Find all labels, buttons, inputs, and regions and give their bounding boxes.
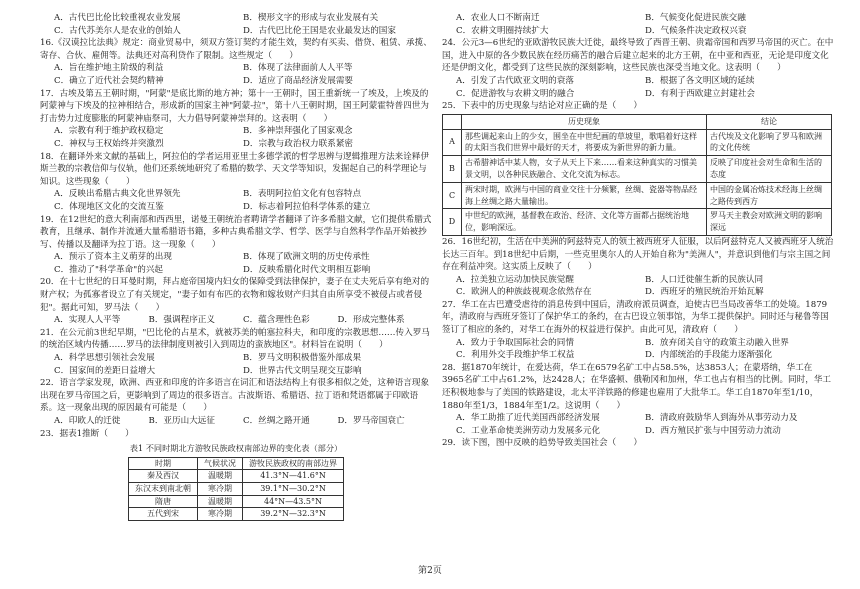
option: B．表明阿拉伯文化有包容特点 <box>243 189 362 200</box>
option-key: C <box>443 182 462 209</box>
q23-options <box>442 12 834 37</box>
table1-caption: 表1 不同时期北方游牧民族政权南部边界的变化表（部分） <box>129 443 343 454</box>
option: B．楔形文字的形成与农业发展有关 <box>243 13 379 23</box>
option: D．有利于西欧建立封建社会 <box>645 88 756 99</box>
question-26: 26．16世纪初，生活在中美洲的阿兹特克人的领土被西班牙人征服，以后阿兹特克人又被西班牙人统治长达三百年。到18世纪中后期，一些克里奥尔人的人开始自称为"美洲人"，并意识到他们与宗主国之间存在利益冲突。这实质上反映了（ ） <box>442 236 834 273</box>
table-row <box>443 182 832 209</box>
question-29: 29．读下图，图中反映的趋势导致美国社会（ ） <box>442 438 642 449</box>
option-key: D <box>443 209 462 236</box>
option: B．清政府鼓励华人到海外从事劳动力及 <box>645 413 798 424</box>
table-header-cell: 时期 <box>129 457 198 470</box>
question-16: 16.《汉谟拉比法典》规定：商业贸易中，须双方签订契约才能生效，契约有买卖、借贷、租赁、承揽、寄存、合伙、雇佣等。法典还对高利贷作了限制。这些规定（ ） <box>40 38 432 61</box>
q15-options <box>40 12 432 37</box>
option: D．标志着阿拉伯科学体系的建立 <box>243 201 371 212</box>
question-24: 24．公元3—6世纪的亚欧游牧民族大迁徙，最终导致了西晋王朝、贵霜帝国和西罗马帝国的灭亡。在中国，进入中原的各少数民族在经历痛苦的融合后建立起来的北方王朝，在中亚和西亚，无论是印度文化还是伊朗文化，都受到了这些民族的深刻影响，这些民族也深受当地文化。这表明（ ） <box>442 38 834 74</box>
table-header-cell: 结论 <box>707 114 832 129</box>
option: D．古代巴比伦王国是农业最发达的国家 <box>243 25 396 36</box>
option: A．华工助推了近代美国西部经济发展 <box>456 413 600 424</box>
left-column <box>40 12 432 521</box>
q26-options <box>442 274 834 299</box>
table-cell: 秦及西汉 <box>129 470 198 483</box>
phenomenon-cell: 中世纪的欧洲，基督教在政治、经济、文化等方面都占据统治地位，影响深远。 <box>462 209 707 236</box>
table-header-row <box>129 457 344 470</box>
climate-border-table <box>128 457 344 521</box>
option: A．拉美独立运动加快民族觉醒 <box>456 274 574 285</box>
table-row <box>443 156 832 183</box>
option: A．预示了资本主义萌芽的出现 <box>54 252 172 263</box>
question-18: 18．在翻译外来文献的基础上，阿拉伯的学者运用亚里士多德学派的哲学思辨与逻辑推理方法来诠释伊斯兰教的宗教信仰与仪轨，他们还系统地研究了希腊的数学、天文学等知识，发掘起自己的科学理论与知识。这些现象（ ） <box>40 151 430 187</box>
option: B．亚历山大远征 <box>148 416 215 426</box>
option: C．农耕文明圈持续扩大 <box>456 25 549 36</box>
option: B．强调程序正义 <box>148 315 215 326</box>
table-row <box>129 482 344 495</box>
phenomenon-cell: 古希腊神话中某人物，女子从天上下来……看来这种真实的习惯美景文明，以各种民族融合、文化交流为标志。 <box>462 156 707 183</box>
table-header-row <box>443 114 832 129</box>
option: B．多神崇拜强化了国家观念 <box>243 126 353 137</box>
table-row <box>443 129 832 156</box>
option: C．古代苏美尔人是农业的创始人 <box>54 25 181 36</box>
table-cell: 温暖期 <box>198 470 243 483</box>
table-cell: 寒冷期 <box>198 508 243 521</box>
question-19: 19．在12世纪的意大利南部和西西里，诺曼王朝统治者聘请学者翻译了许多希腊文献，它们提供希腊式教育，且继承、制作并流通大量希腊语书籍，多种古典希腊文学、哲学、医学与自然科学作品开始被抄写、传播以及翻译为拉丁语。这一现象（ ） <box>40 214 432 250</box>
option: B．体现了欧洲文明的历史传承性 <box>243 252 370 263</box>
question-20: 20．在十七世纪的日耳曼时期，拜占庭帝国境内妇女的保障受到法律保护，妻子在丈夫死后享有绝对的财产权；为孤寡者设立了有关规定，"妻子如有布匹的衣物和嫁妆财产归其自由所享受不被侵占或者侵犯"。据此可知，罗马法（ ） <box>40 277 430 313</box>
option: B．人口迁徙催生新的民族认同 <box>645 274 764 285</box>
option: C．欧洲人的种族歧视观念依然存在 <box>456 287 592 298</box>
option: C．推动了"科学革命"的兴起 <box>54 264 164 275</box>
table-row <box>443 209 832 236</box>
q21-options <box>40 352 432 377</box>
option: A．致力于争取国际社会的同情 <box>456 337 574 348</box>
conclusion-cell: 反映了印度社会对生命和生活的态度 <box>707 156 832 183</box>
question-22: 22．语言学家发现，欧洲、西亚和印度的许多语言在词汇和语法结构上有很多相似之处，这种语言现象出现在罗马帝国之后，更影响到了周边的很多语言。古波斯语、希腊语、拉丁语和梵语都属于印欧语系。这一现象出现的原因最有可能是（ ） <box>40 378 430 414</box>
question-17: 17．古埃及第五王朝时期，"阿蒙"是底比斯的地方神；第十一王朝时，国王重新统一了埃及，上埃及的阿蒙神与下埃及的拉神相结合，形成新的国家主神"阿蒙-拉"，第十八王朝时期，国王阿蒙霍特普四世为打击势力过度膨胀的阿蒙神庙祭司，大力倡导阿蒙神崇拜的。这表明（ ） <box>40 88 429 124</box>
table-cell: 隋唐 <box>129 495 198 508</box>
question-27: 27．华工在古巴遭受虐待的消息传到中国后，清政府派员调查，迫使古巴当局改善华工的处境。1879年，清政府与西班牙签订了保护华工的条约，在古巴设立领事馆，为华工提供保护。同时还与秘鲁等国签订了相应的条约，对华工在海外的权益进行保护。由此可见，清政府（ ） <box>442 299 829 336</box>
option: D．气候条件决定政权兴衰 <box>645 25 747 36</box>
table-header-cell <box>443 114 462 129</box>
option: C．确立了近代社会契约精神 <box>54 75 164 86</box>
option: D．形成完整体系 <box>337 315 405 326</box>
table-cell: 五代到宋 <box>129 508 198 521</box>
conclusion-cell: 中国的金属冶炼技术经海上丝绸之路传到西方 <box>707 182 832 209</box>
option: C．神权与王权始终并突激烈 <box>54 138 164 149</box>
table-header-cell: 游牧民族政权的南部边界 <box>243 457 344 470</box>
table-cell: 39.1°N—30.2°N <box>243 482 344 495</box>
option: D．世界古代文明呈现交互影响 <box>243 365 362 376</box>
option: C．工业革命使美洲劳动力发展多元化 <box>456 425 601 436</box>
option: A．实现人人平等 <box>54 315 121 326</box>
q22-options <box>40 415 432 428</box>
q24-options <box>442 75 834 100</box>
table-row <box>129 495 344 508</box>
option-key: B <box>443 156 462 183</box>
option: C．利用外交手段维护华工权益 <box>456 350 575 361</box>
right-column <box>442 12 834 450</box>
option: B．罗马文明积极借鉴外部成果 <box>243 353 362 364</box>
q16-options <box>40 62 432 87</box>
option: C．国家间的差距日益增大 <box>54 365 156 376</box>
option: D．西方殖民扩张与中国劳动力流动 <box>645 425 781 436</box>
option: A．反映出希腊古典文化世界领先 <box>54 189 181 200</box>
option-key: A <box>443 129 462 156</box>
option: A．旨在维护地主阶级的利益 <box>54 63 164 74</box>
option: D．适应了商品经济发展需要 <box>243 75 354 86</box>
question-28: 28．据1870年统计，在爱达荷，华工在6579名矿工中占58.5%，达3853人；在蒙塔纳，华工在3965名矿工中占61.2%，达2428人；在华盛顿、俄勒冈和加州，华工也占有相当的比例。同时，华工还积极地参与了美国的铁路建设，北太平洋铁路的修建也雇用了大批华工。华工自1870年至1/10，1880年至1/3，1884年至1/2。这说明（ ） <box>442 362 832 411</box>
phenomenon-cell: 那些调起来山上的少女，围坐在中世纪画的草坡里，歌唱着好这样的太阳当我们世界中最好的天才，将要成为新世界的新力量。 <box>462 129 707 156</box>
option: C．促进游牧与农耕文明的融合 <box>456 88 575 99</box>
table-cell: 39.2°N—32.3°N <box>243 508 344 521</box>
conclusion-cell: 罗马天主教会对欧洲文明的影响深远 <box>707 209 832 236</box>
option: C．蕴含理性色彩 <box>243 315 310 326</box>
option: A．印欧人的迁徙 <box>54 416 121 426</box>
table-row <box>129 470 344 483</box>
option: D．内部统治的手段能力逐渐强化 <box>645 350 773 361</box>
q17-options <box>40 125 432 150</box>
page-number: 第2页 <box>418 566 442 576</box>
table-cell: 寒冷期 <box>198 482 243 495</box>
question-23: 23．据表1推断（ ） <box>40 428 134 439</box>
option: B．根据了各文明区域的延续 <box>645 75 755 86</box>
table-cell: 温暖期 <box>198 495 243 508</box>
option: D．反映希腊化时代文明相互影响 <box>243 264 371 275</box>
conclusion-cell: 古代埃及文化影响了罗马和欧洲的文化传统 <box>707 129 832 156</box>
option: C．丝绸之路开通 <box>243 416 310 426</box>
option: B．放弃闭关自守的政策主动融入世界 <box>645 337 789 348</box>
option: D．罗马帝国衰亡 <box>337 416 405 426</box>
option: A．引发了古代欧亚文明的衰落 <box>456 75 574 86</box>
option: D．宗教与政治权力联系紧密 <box>243 138 354 149</box>
option: A．古代巴比伦比较重视农业发展 <box>54 13 181 23</box>
option: A．科学思想引领社会发展 <box>54 353 155 364</box>
q18-options <box>40 188 432 213</box>
q28-options <box>442 412 834 437</box>
table-row <box>129 508 344 521</box>
table-cell: 东汉末到南北朝 <box>129 482 198 495</box>
q27-options <box>442 337 834 362</box>
option: C．体现地区文化的交流互鉴 <box>54 201 164 212</box>
option: A．农业人口不断南迁 <box>456 13 540 23</box>
option: B．气候变化促进民族交融 <box>645 13 746 23</box>
table-header-cell: 历史现象 <box>462 114 707 129</box>
option: A．宗教有利于维护政权稳定 <box>54 126 164 137</box>
option: D．西班牙的殖民统治开始瓦解 <box>645 287 764 298</box>
table-cell: 41.3°N—41.6°N <box>243 470 344 483</box>
q20-options <box>40 314 432 327</box>
table-cell: 44°N—43.5°N <box>243 495 344 508</box>
question-21: 21．在公元前3世纪早期，"巴比伦的占星术，就被苏美的帕塞拉科夫，和印度的宗教思想……传入罗马的统治区域内传播……罗马的法律制度则被引入到周边的蛮族地区"。材料旨在说明（ ） <box>40 327 430 351</box>
phenomenon-cell: 两宋时期，欧洲与中国的商业交往十分频繁，丝绸、瓷器等物品经海上丝绸之路大量输出。 <box>462 182 707 209</box>
question-25: 25．下表中的历史现象与结论对应正确的是（ ） <box>442 101 642 112</box>
phenomenon-conclusion-table <box>442 114 832 236</box>
option: B．体现了法律面前人人平等 <box>243 63 353 74</box>
table-header-cell: 气候状况 <box>198 457 243 470</box>
q19-options <box>40 251 432 276</box>
